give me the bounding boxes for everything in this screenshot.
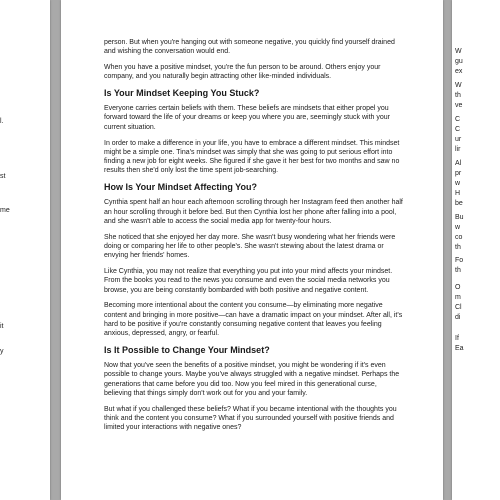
page-text-fragment: w	[455, 224, 461, 231]
page-text-fragment: di	[455, 314, 461, 321]
body-paragraph: When you have a positive mindset, you're the fun person to be around. Others enjoy your company, and you naturally begin attracting other like-minded individuals.	[104, 64, 381, 81]
body-paragraph: Everyone carries certain beliefs with them. These beliefs are mindsets that either propel you forward toward the life of your dreams or keep you where you are, seemingly stuck with your current situation.	[104, 105, 390, 131]
page-text-fragment: l.	[0, 118, 4, 125]
page-text-fragment: ur	[455, 136, 462, 143]
page-text-fragment: ex	[455, 68, 463, 75]
body-paragraph: Like Cynthia, you may not realize that everything you put into your mind affects your mindset. From the books you read to the news you consume and even the social media networks you browse, you are being constantly bombarded with both positive and negative content.	[104, 268, 393, 294]
page-text-fragment: st	[0, 173, 6, 180]
page-text-fragment: pr	[455, 170, 462, 177]
page-text-fragment: W	[455, 82, 462, 89]
body-paragraph: Now that you've seen the benefits of a positive mindset, you might be wondering if it's even possible to change yours. Maybe you've always struggled with a negative mindset. Perhaps the generations that came before you did too. Now you feel mired in this generational curse, believing that things simply don't work out for you and your family.	[104, 362, 400, 398]
section-heading: Is It Possible to Change Your Mindset?	[104, 345, 270, 356]
page-text-fragment: gu	[455, 58, 463, 65]
body-paragraph: In order to make a difference in your life, you have to embrace a different mindset. This mindset might be a simple one. Tina's mindset was simply that she was going to put serious effort into finding a new job for eight weeks. She figured if she gave it her best for two months and saw no results then she'd only lost the time spent job-searching.	[104, 139, 400, 175]
body-paragraph: person. But when you're hanging out with someone negative, you quickly find yourself drained and wishing the conversation would end.	[104, 39, 395, 56]
page-text-fragment: Fo	[455, 257, 464, 264]
page-text-fragment: lir	[455, 146, 461, 153]
page-text-fragment: O	[455, 284, 461, 291]
page-text-fragment: If	[455, 335, 459, 342]
page-text-fragment: th	[455, 244, 461, 251]
body-paragraph: She noticed that she enjoyed her day more. She wasn't busy wondering what her friends were doing or comparing her life to other people's. She wasn't stewing about the latest drama or envying her friends' homes.	[104, 233, 396, 260]
page-text-fragment: ve	[455, 102, 463, 109]
page-text-fragment: Cl	[455, 304, 462, 311]
page-text-fragment: H	[455, 190, 461, 197]
page-text-fragment: Bu	[455, 214, 464, 221]
page-text-fragment: m	[455, 294, 461, 301]
body-paragraph: But what if you challenged these beliefs? What if you became intentional with the thoughts you think and the content you consume? What if you surrounded yourself with positive friends and limited your interactions with negative ones?	[104, 405, 397, 432]
page-text-fragment: me	[0, 207, 10, 214]
section-heading: Is Your Mindset Keeping You Stuck?	[104, 88, 260, 99]
page-text-fragment: co	[455, 234, 463, 241]
page-text-fragment: Al	[455, 160, 462, 167]
section-heading: How Is Your Mindset Affecting You?	[104, 182, 258, 193]
page-text-fragment: th	[455, 92, 461, 99]
page-body[interactable]	[104, 38, 404, 439]
document-page[interactable]	[61, 0, 443, 500]
page-text-fragment: th	[455, 267, 461, 274]
page-text-fragment: C	[455, 126, 461, 133]
page-text-fragment: be	[455, 200, 463, 207]
body-paragraph: Becoming more intentional about the content you consume—by eliminating more negative content and bringing in more positive—can have a dramatic impact on your mindset. After all, it's hard to be positive if you're constantly consuming negative content that leaves you feeling anxious, depressed, angry, or fearful.	[104, 302, 403, 338]
previous-page	[0, 0, 50, 500]
page-text-fragment: it	[0, 323, 4, 330]
body-paragraph: Cynthia spent half an hour each afternoon scrolling through her Instagram feed then another half an hour scrolling through it before bed. But then Cynthia lost her phone after falling into a pool, and she wasn't able to access the social media app for twenty-four hours.	[104, 199, 403, 225]
page-text-fragment: Ea	[455, 345, 464, 352]
page-text-fragment: y	[0, 348, 4, 355]
next-page	[452, 0, 500, 500]
page-text-fragment: w	[455, 180, 461, 187]
page-text-fragment: C	[455, 116, 461, 123]
page-text-fragment: W	[455, 48, 462, 55]
